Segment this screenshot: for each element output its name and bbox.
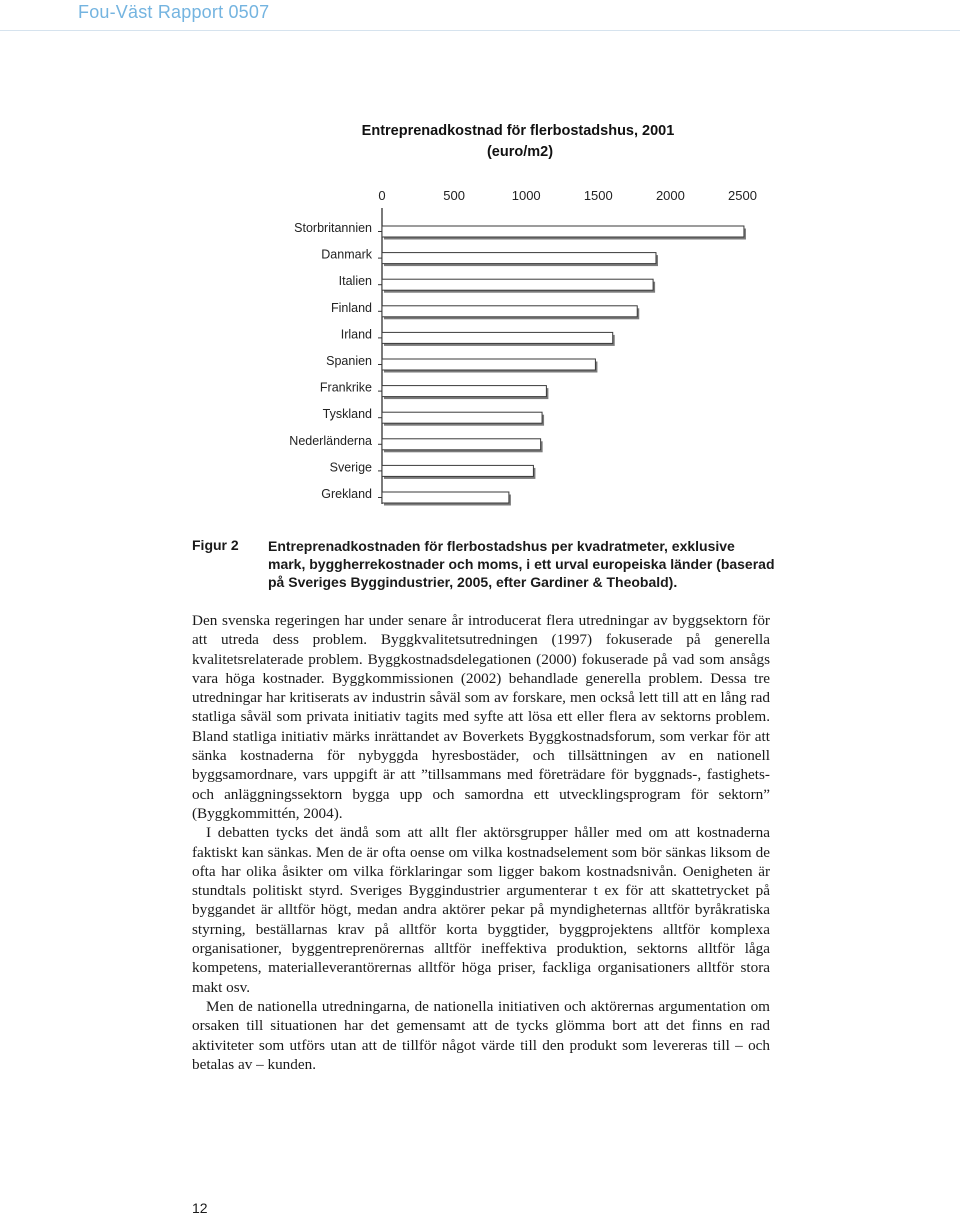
- bar: [382, 439, 541, 450]
- x-tick-label: 1500: [583, 188, 613, 203]
- bar: [382, 332, 613, 343]
- body-text: [192, 611, 770, 1074]
- x-tick-label: 2000: [655, 188, 685, 203]
- category-label: Grekland: [321, 487, 372, 501]
- paragraph: I debatten tycks det ändå som att allt fler aktörsgrupper håller med om att kostnaderna faktiskt kan sänkas. Men de är ofta oense om vilka kostnadselement som bör sänkas liksom de ofta har olika åsikter om vilka förklaringar som ligger bakom kostnadsnivån. Oenigheten är stundtals politiskt styrd. Sveriges Byggindustrier argumenterar t ex för att skattetrycket på byggandet är alltför högt, medan andra aktörer pekar på myndigheternas alltför byråkratiska styrning, beställarnas krav på alltför korta byggtider, byggprojektens alltför komplexa organisationer, byggentreprenörernas alltför ineffektiva produktion, sektorns alltför låga kompetens, materialleverantörernas alltför höga priser, fackliga organisationers alltför stora makt osv.: [192, 824, 770, 996]
- bar: [382, 492, 509, 503]
- header-divider: [0, 30, 960, 31]
- bar: [382, 226, 744, 237]
- figure-label: Figur 2: [192, 537, 239, 553]
- category-label: Italien: [338, 274, 372, 289]
- category-label: Spanien: [326, 354, 372, 368]
- x-tick-label: 0: [378, 188, 386, 203]
- category-label: Frankrike: [319, 380, 372, 395]
- chart-subtitle: (euro/m2): [486, 144, 554, 160]
- bar: [382, 279, 653, 290]
- figure-caption: Entreprenadkostnaden för flerbostadshus per kvadratmeter, exklusive mark, byggherrekostnader och moms, i ett urval europeiska länder (baserad på Sveriges Byggindustrier, 2005, efter Gardiner & Theobald).: [268, 538, 775, 590]
- bar: [382, 386, 546, 397]
- category-label: Storbritannien: [294, 221, 372, 235]
- bar: [382, 359, 595, 370]
- x-tick-label: 500: [443, 188, 465, 203]
- category-label: Irland: [340, 327, 372, 342]
- bar: [382, 412, 542, 423]
- category-labels: [289, 221, 372, 501]
- paragraph: Men de nationella utredningarna, de nationella initiativen och aktörernas argumentation om orsaken till situationen har det gemensamt att de tycks glömma bort att det finns en rad aktiviteter som utförs utan att de tillför något värde till den produkt som levereras till – och betalas av – kunden.: [192, 997, 770, 1073]
- bar-chart-figure: [268, 102, 770, 518]
- bar: [382, 253, 656, 264]
- paragraph: Den svenska regeringen har under senare år introducerat flera utredningar av byggsektorn för att utreda dess problem. Byggkvalitetsutredningen (1997) fokuserade på generella kvalitetsrelaterade problem. Byggkostnadsdelegationen (2000) fokuserade på vad som ansågs vara höga kostnader. Byggkommissionen (2002) behandlade generella problem. Dessa tre utredningar har kritiserats av industrin såväl som av forskare, men också lett till att en lång rad statliga såväl som privata initiativ tagits med syfte att lösa ett eller flera av sektorns problem. Bland statliga initiativ märks inrättandet av Boverkets Byggkostnadsforum, som verkar för att sänka kostnaderna för nybyggda hyresbostäder, och tillsättningen av en nationell byggsamordnare, vars uppgift är att ”tillsammans med företrädare för byggnads-, fastighets- och anläggningssektorn bygga upp och samordna ett utvecklingsprogram för sektorn” (Byggkommittén, 2004).: [192, 612, 770, 822]
- bar: [382, 465, 533, 476]
- bars: [378, 226, 746, 506]
- x-tick-label: 2500: [728, 188, 757, 203]
- running-header-title: Fou-Väst Rapport 0507: [78, 2, 270, 22]
- x-tick-label: 1000: [511, 188, 541, 203]
- bar: [382, 306, 637, 317]
- category-label: Nederländerna: [289, 433, 372, 448]
- category-label: Tyskland: [322, 407, 372, 422]
- category-label: Finland: [331, 300, 372, 315]
- page-number: 12: [192, 1200, 208, 1216]
- chart-title: Entreprenadkostnad för flerbostadshus, 2001: [361, 123, 675, 139]
- category-label: Danmark: [321, 247, 372, 262]
- category-label: Sverige: [329, 460, 372, 475]
- bar-chart: [268, 102, 770, 518]
